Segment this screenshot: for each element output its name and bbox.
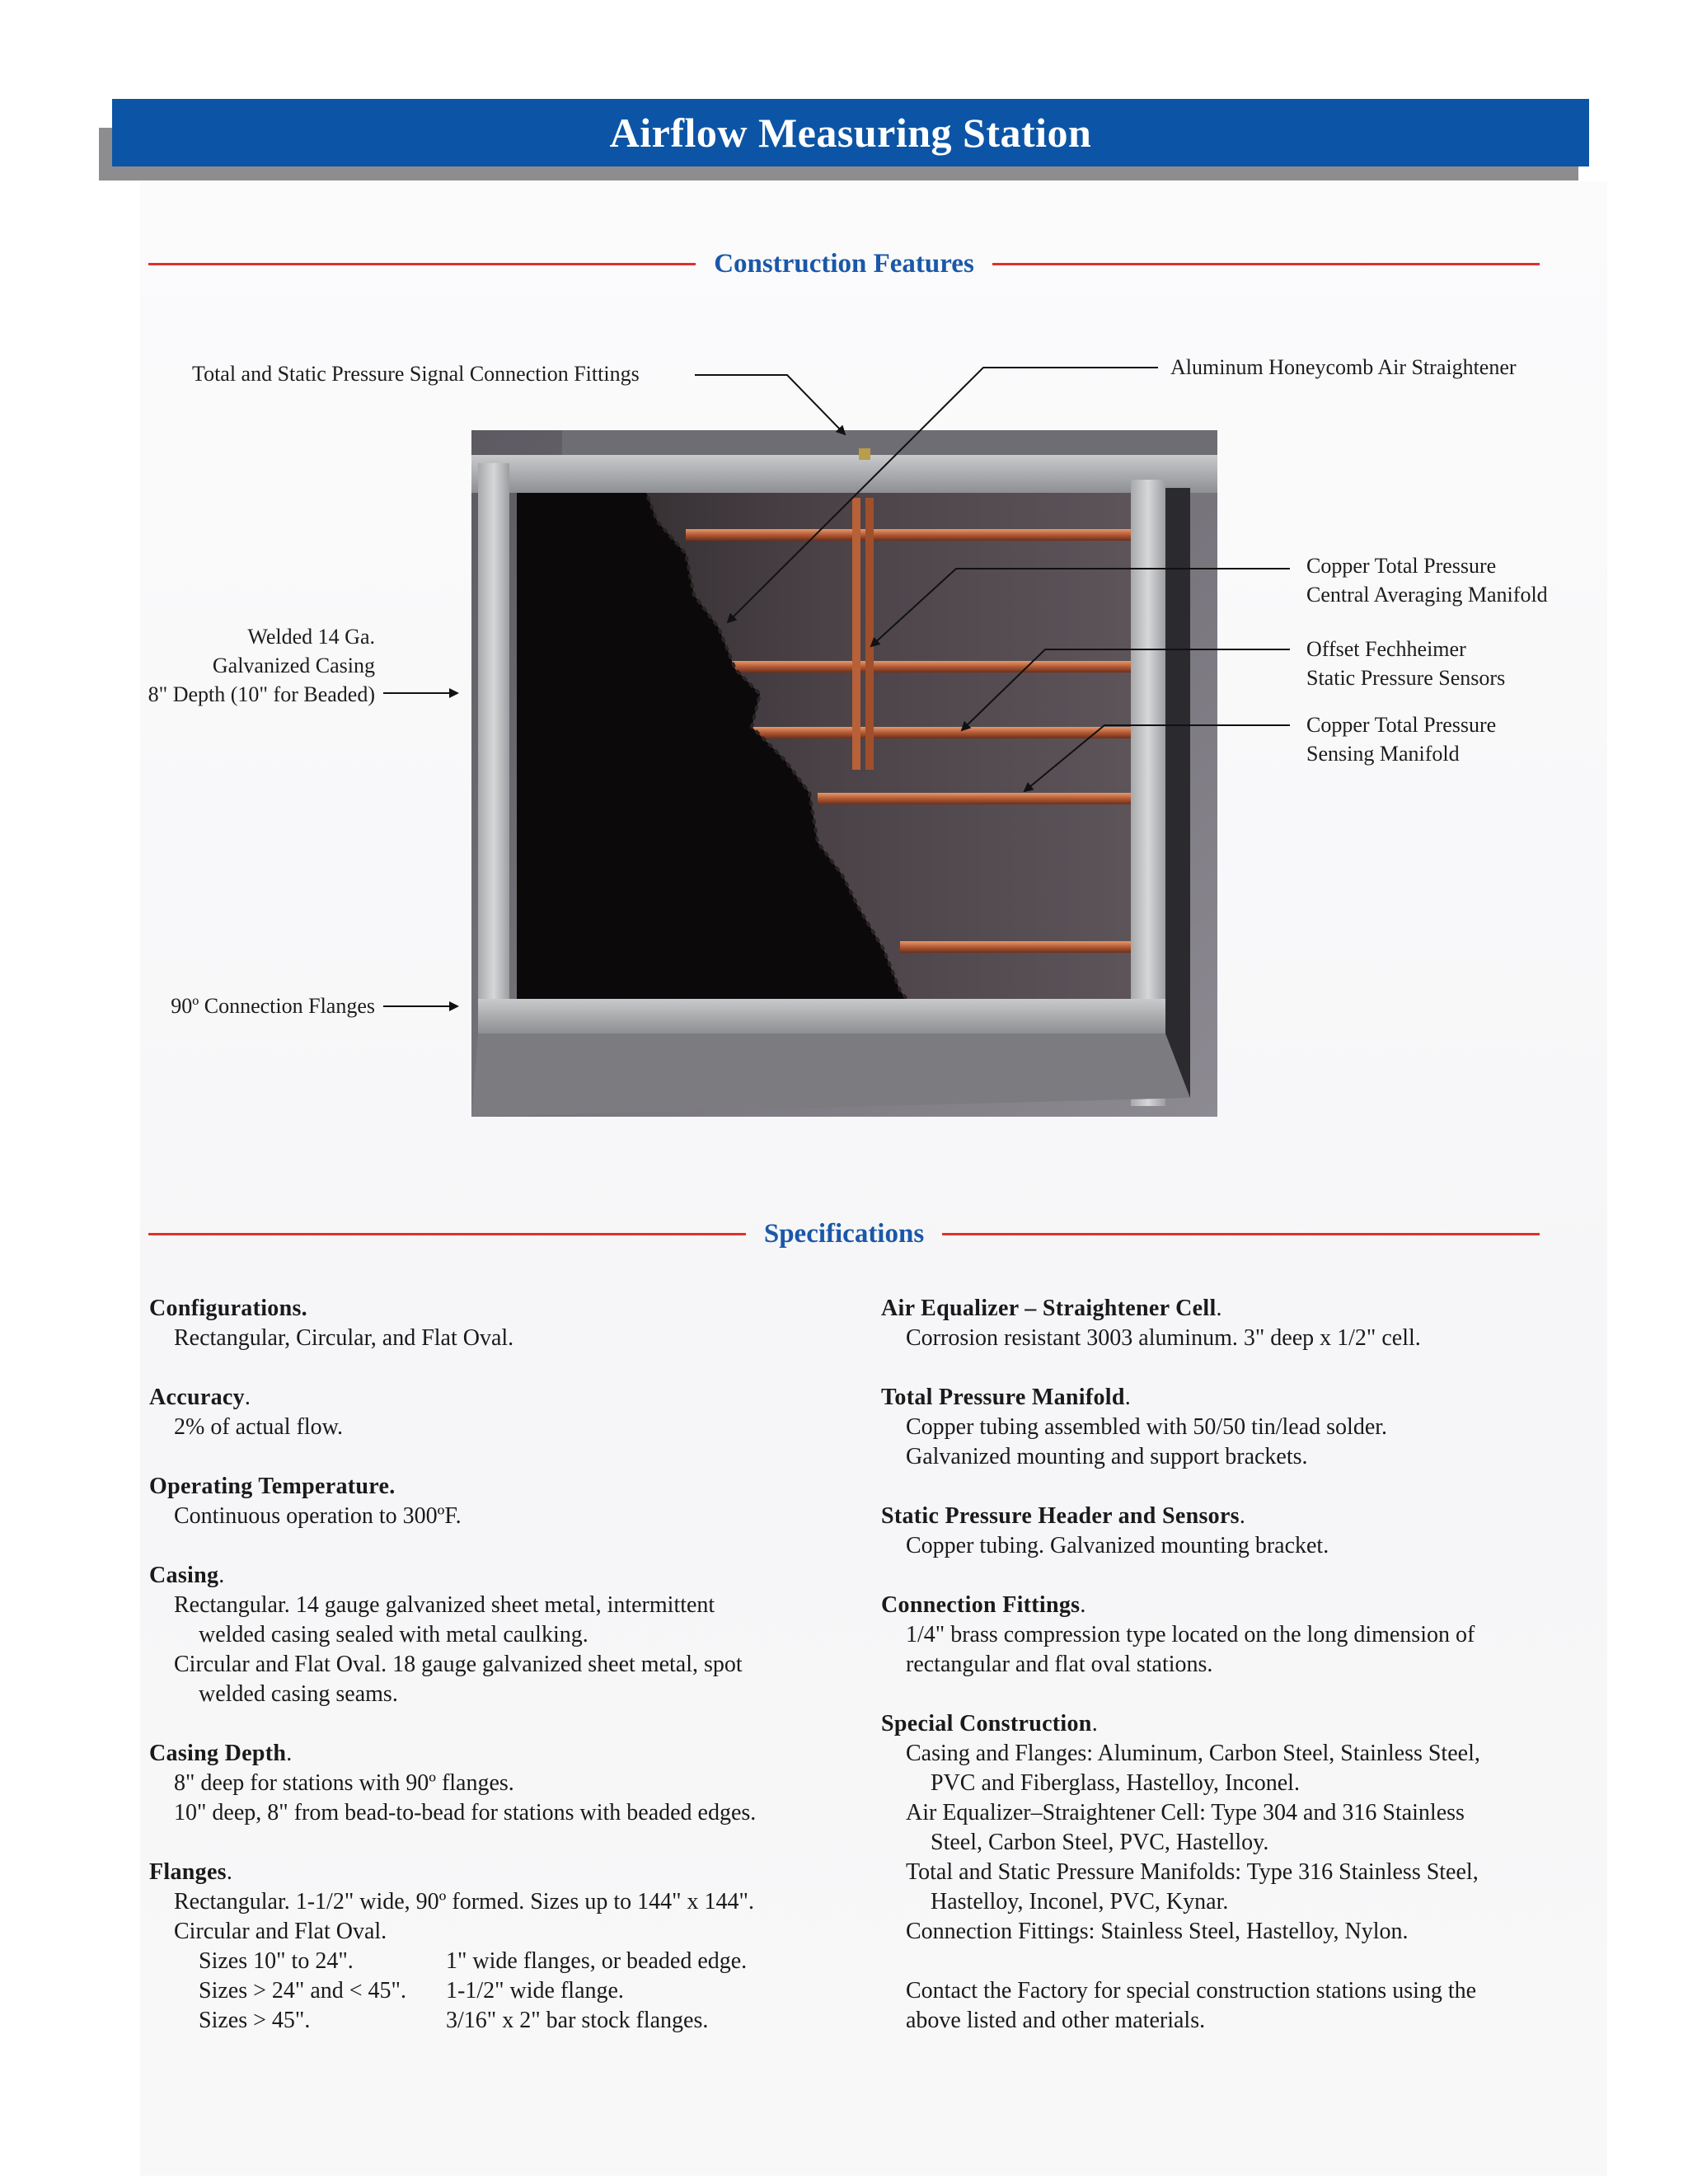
spec-line: Rectangular. 14 gauge galvanized sheet metal, intermittent — [174, 1592, 715, 1618]
spec-period: . — [1239, 1503, 1245, 1529]
spec-line: Circular and Flat Oval. 18 gauge galvanized sheet metal, spot — [174, 1652, 743, 1677]
spec-title: Special Construction — [881, 1711, 1092, 1736]
spec-title-row — [881, 1709, 1565, 1739]
spec-accuracy — [149, 1383, 858, 1442]
heading-rule-left — [148, 263, 696, 265]
spec-title: Air Equalizer – Straightener Cell — [881, 1296, 1217, 1321]
callout-casing-line: Welded 14 Ga. — [247, 625, 375, 649]
spec-casing-depth — [149, 1739, 858, 1828]
spec-special-construction — [881, 1709, 1565, 2036]
spec-title: Accuracy — [149, 1385, 245, 1410]
spec-period: . — [244, 1385, 251, 1410]
spec-line: 1/4" brass compression type located on the long dimension of — [906, 1622, 1475, 1647]
callout-line: Offset Fechheimer — [1306, 637, 1466, 661]
spec-air-equalizer — [881, 1294, 1565, 1353]
flange-spec: 3/16" x 2" bar stock flanges. — [446, 2008, 709, 2033]
spec-period: . — [218, 1563, 225, 1588]
spec-line: Rectangular. 1-1/2" wide, 90º formed. Sizes up to 144" x 144". — [174, 1889, 754, 1915]
spec-title-row — [881, 1294, 1565, 1324]
spec-title: Casing — [149, 1563, 219, 1588]
spec-period: . — [1124, 1385, 1131, 1410]
spec-title: Operating Temperature. — [149, 1474, 396, 1499]
callout-casing — [148, 622, 375, 709]
callout-copper-central — [1306, 551, 1548, 609]
specs-right-column — [881, 1294, 1565, 2065]
callout-casing-line: 8" Depth (10" for Beaded) — [148, 682, 375, 706]
spec-line: Corrosion resistant 3003 aluminum. 3" deep x 1/2" cell. — [906, 1325, 1421, 1351]
spec-title: Connection Fittings — [881, 1592, 1081, 1618]
spec-operating-temperature — [149, 1472, 858, 1531]
spec-title-row — [881, 1591, 1565, 1620]
callout-line: Static Pressure Sensors — [1306, 666, 1506, 690]
spec-title-row — [149, 1561, 858, 1591]
spec-static-pressure-header — [881, 1502, 1565, 1561]
spec-casing — [149, 1561, 858, 1709]
page-title: Airflow Measuring Station — [112, 99, 1589, 166]
construction-features-heading — [148, 239, 1540, 288]
flange-size-row — [149, 2006, 858, 2036]
section-title: Construction Features — [714, 248, 974, 279]
spec-title: Casing Depth — [149, 1741, 287, 1766]
callout-honeycomb: Aluminum Honeycomb Air Straightener — [1170, 355, 1517, 379]
spec-line: Continuous operation to 300ºF. — [174, 1503, 462, 1529]
spec-line: Total and Static Pressure Manifolds: Type 316 Stainless Steel, — [906, 1859, 1479, 1885]
spec-line: Steel, Carbon Steel, PVC, Hastelloy. — [931, 1830, 1269, 1855]
spec-title: Flanges — [149, 1859, 227, 1885]
flange-size: Sizes > 24" and < 45". — [199, 1978, 406, 2004]
callout-line: Sensing Manifold — [1306, 742, 1460, 766]
spec-line: Hastelloy, Inconel, PVC, Kynar. — [931, 1889, 1229, 1915]
spec-period: . — [1080, 1592, 1086, 1618]
spec-line: 10" deep, 8" from bead-to-bead for stations with beaded edges. — [174, 1800, 757, 1825]
spec-title-row — [149, 1858, 858, 1887]
heading-rule-right — [992, 263, 1540, 265]
spec-line: Copper tubing. Galvanized mounting bracket. — [906, 1533, 1329, 1558]
flange-spec: 1-1/2" wide flange. — [446, 1978, 624, 2004]
heading-rule-right — [942, 1233, 1540, 1235]
spec-connection-fittings — [881, 1591, 1565, 1680]
spec-line: 2% of actual flow. — [174, 1414, 343, 1440]
spec-line: above listed and other materials. — [906, 2008, 1206, 2033]
spec-line: welded casing seams. — [199, 1681, 398, 1707]
spec-total-pressure-manifold — [881, 1383, 1565, 1472]
spec-title-row — [881, 1383, 1565, 1413]
spec-title: Static Pressure Header and Sensors — [881, 1503, 1240, 1529]
callout-casing-line: Galvanized Casing — [212, 654, 375, 677]
spec-line: Air Equalizer–Straightener Cell: Type 304 and 316 Stainless — [906, 1800, 1465, 1825]
airflow-station-photo — [471, 430, 1217, 1117]
flange-size-row — [149, 1976, 858, 2006]
callout-line: Copper Total Pressure — [1306, 554, 1497, 578]
spec-line: Copper tubing assembled with 50/50 tin/lead solder. — [906, 1414, 1388, 1440]
callout-line: Central Averaging Manifold — [1306, 583, 1548, 607]
spec-configurations — [149, 1294, 858, 1353]
spec-line: welded casing sealed with metal caulking. — [199, 1622, 588, 1647]
spec-period: . — [226, 1859, 232, 1885]
flange-size: Sizes 10" to 24". — [199, 1948, 354, 1974]
flange-size-row — [149, 1947, 858, 1976]
flange-spec: 1" wide flanges, or beaded edge. — [446, 1948, 748, 1974]
callout-offset-sensors — [1306, 635, 1505, 692]
spec-title-row — [881, 1502, 1565, 1531]
callout-flanges: 90º Connection Flanges — [171, 994, 375, 1018]
specifications-heading — [148, 1209, 1540, 1258]
heading-rule-left — [148, 1233, 746, 1235]
spec-line: Connection Fittings: Stainless Steel, Hastelloy, Nylon. — [906, 1919, 1409, 1944]
spec-flanges — [149, 1858, 858, 2036]
spec-line: Casing and Flanges: Aluminum, Carbon Steel, Stainless Steel, — [906, 1741, 1480, 1766]
specs-left-column — [149, 1294, 858, 2065]
callout-copper-sensing — [1306, 710, 1496, 768]
spec-line: Circular and Flat Oval. — [174, 1919, 387, 1944]
spec-line: Contact the Factory for special construction stations using the — [906, 1978, 1477, 2004]
spec-title-row — [149, 1739, 858, 1769]
spec-title: Configurations. — [149, 1296, 307, 1321]
spec-title: Total Pressure Manifold — [881, 1385, 1125, 1410]
callout-line: Copper Total Pressure — [1306, 713, 1497, 737]
section-title: Specifications — [763, 1218, 925, 1249]
spec-line: 8" deep for stations with 90º flanges. — [174, 1770, 514, 1796]
spec-line: PVC and Fiberglass, Hastelloy, Inconel. — [931, 1770, 1300, 1796]
spec-title-row — [149, 1383, 858, 1413]
spec-line: rectangular and flat oval stations. — [906, 1652, 1213, 1677]
spec-period: . — [286, 1741, 293, 1766]
spec-line: Rectangular, Circular, and Flat Oval. — [174, 1325, 514, 1351]
flange-size: Sizes > 45". — [199, 2008, 311, 2033]
spec-period: . — [1091, 1711, 1098, 1736]
spec-period: . — [1216, 1296, 1222, 1321]
callout-signal-fittings: Total and Static Pressure Signal Connection Fittings — [192, 362, 640, 386]
spec-line: Galvanized mounting and support brackets. — [906, 1444, 1308, 1469]
spacer — [881, 1947, 1565, 1976]
